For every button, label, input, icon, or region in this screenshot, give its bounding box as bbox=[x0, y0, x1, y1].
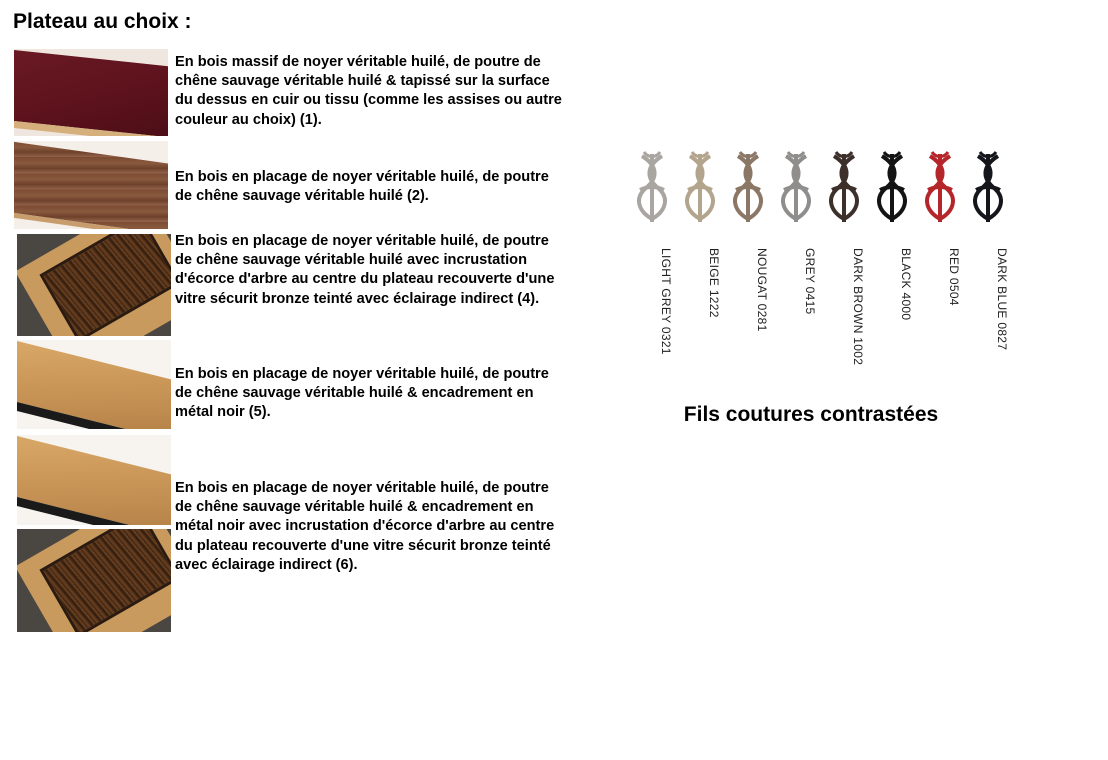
option-description: En bois en placage de noyer véritable huilé, de poutre de chêne sauvage véritable huilé (2). bbox=[175, 169, 549, 205]
thread-label: GREY 0415 bbox=[803, 248, 817, 315]
thread-label: BLACK 4000 bbox=[899, 248, 913, 321]
thread-label: DARK BLUE 0827 bbox=[995, 248, 1009, 351]
metal-frame-image bbox=[17, 435, 171, 525]
thread-swatch bbox=[772, 150, 820, 380]
thread-spool-icon bbox=[680, 150, 720, 226]
thread-swatch bbox=[676, 150, 724, 380]
thread-label: NOUGAT 0281 bbox=[755, 248, 769, 332]
thread-spool-icon bbox=[728, 150, 768, 226]
thread-swatch bbox=[820, 150, 868, 380]
bark-inlay-image bbox=[17, 234, 171, 336]
thread-swatch bbox=[964, 150, 1012, 380]
walnut-veneer-image bbox=[14, 141, 168, 229]
thread-swatch bbox=[916, 150, 964, 380]
thread-spool-icon bbox=[968, 150, 1008, 226]
thread-swatch bbox=[724, 150, 772, 380]
bark-inlay-image bbox=[17, 529, 171, 632]
page-title: Plateau au choix : bbox=[13, 10, 192, 33]
metal-frame-image bbox=[17, 340, 171, 429]
leather-top-image bbox=[14, 49, 168, 136]
thread-swatch bbox=[868, 150, 916, 380]
thread-spool-icon bbox=[776, 150, 816, 226]
thread-label: LIGHT GREY 0321 bbox=[659, 248, 673, 355]
thread-label: BEIGE 1222 bbox=[707, 248, 721, 318]
thread-spool-icon bbox=[920, 150, 960, 226]
threads-caption: Fils coutures contrastées bbox=[683, 403, 939, 426]
option-description: En bois en placage de noyer véritable huilé, de poutre de chêne sauvage véritable huilé & encadrement en métal noir (5). bbox=[175, 366, 549, 421]
option-description: En bois en placage de noyer véritable huilé, de poutre de chêne sauvage véritable huilé & encadrement en métal noir avec incrustation d'écorce d'arbre au centre du plateau recouverte d'une vitre sécurit bronze teinté avec éclairage indirect (6). bbox=[175, 480, 555, 573]
thread-spool-icon bbox=[632, 150, 672, 226]
thread-swatches bbox=[612, 150, 1009, 380]
thread-label: RED 0504 bbox=[947, 248, 961, 306]
option-description: En bois massif de noyer véritable huilé, de poutre de chêne sauvage véritable huilé & tapissé sur la surface du dessus en cuir ou tissu (comme les assises ou autre couleur au choix) (1). bbox=[175, 54, 562, 128]
thread-spool-icon bbox=[824, 150, 864, 226]
thread-spool-icon bbox=[872, 150, 912, 226]
thread-label: DARK BROWN 1002 bbox=[851, 248, 865, 366]
option-description: En bois en placage de noyer véritable huilé, de poutre de chêne sauvage véritable huilé avec incrustation d'écorce d'arbre au centre du plateau recouverte d'une vitre sécurit bronze teinté avec éclairage indirect (4). bbox=[175, 233, 555, 307]
thread-swatch bbox=[628, 150, 676, 380]
